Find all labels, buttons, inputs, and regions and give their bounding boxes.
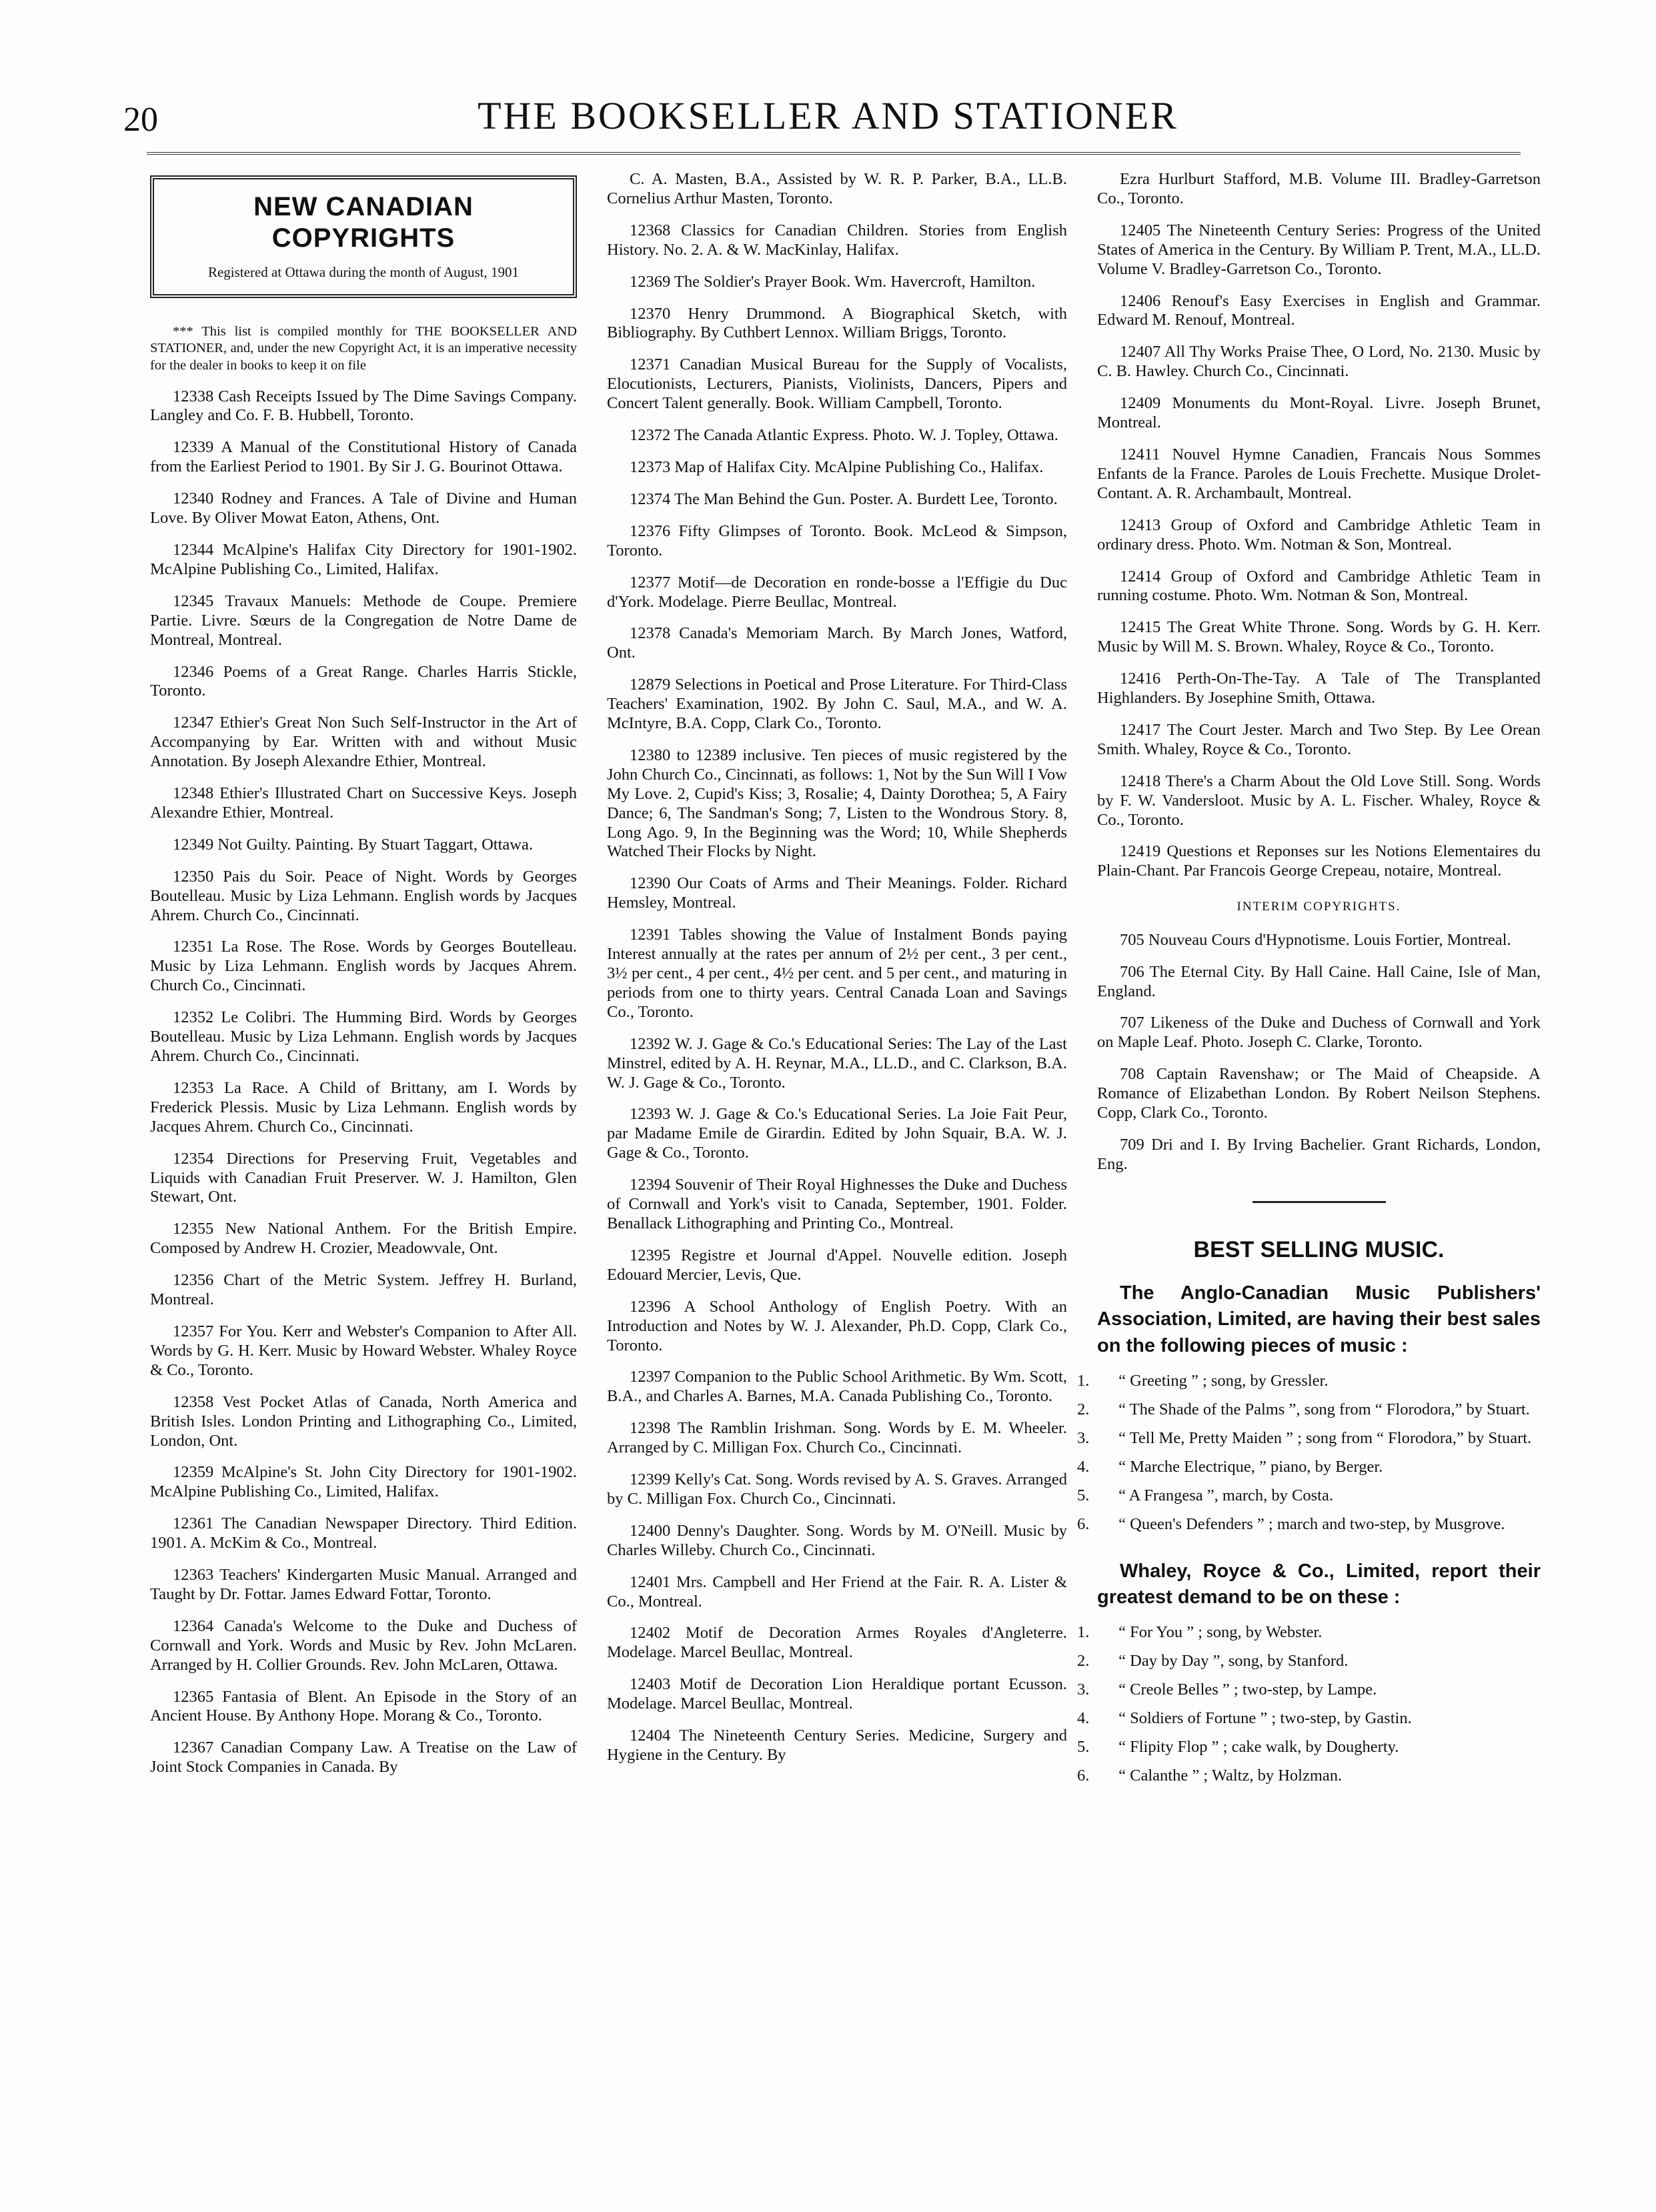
copyright-entry: 12367 Canadian Company Law. A Treatise on the Law of Joint Stock Companies in Canada. By [150, 1739, 577, 1777]
interim-heading: INTERIM COPYRIGHTS. [1236, 900, 1401, 914]
copyright-entry: 12414 Group of Oxford and Cambridge Athletic Team in running costume. Photo. Wm. Notman & Son, Montreal. [1097, 567, 1541, 605]
copyright-entry: 12356 Chart of the Metric System. Jeffrey H. Burland, Montreal. [150, 1271, 577, 1309]
copyright-entry: 12411 Nouvel Hymne Canadien, Francais Nous Sommes Enfants de la France. Paroles de Louis Frechette. Musique Drolet-Contant. A. R. Archambault, Montreal. [1097, 445, 1541, 502]
music-lead-1: The Anglo-Canadian Music Publishers' Association, Limited, are having their best sales on the following pieces of music : [1097, 1282, 1541, 1356]
copyright-entry: Ezra Hurlburt Stafford, M.B. Volume III. Bradley-Garretson Co., Toronto. [1097, 170, 1541, 207]
copyright-entry: 12405 The Nineteenth Century Series: Progress of the United States of America in the Century. By William P. Trent, M.A., LL.D. Volume V. Bradley-Garretson Co., Toronto. [1097, 221, 1541, 278]
copyright-entry: 12368 Classics for Canadian Children. Stories from English History. No. 2. A. & W. MacKinlay, Halifax. [607, 221, 1067, 259]
music-item-text: “ Tell Me, Pretty Maiden ” ; song from “ Florodora,” by Stuart. [1118, 1428, 1532, 1447]
box-subtitle: Registered at Ottawa during the month of August, 1901 [207, 264, 519, 281]
music-list-item [1077, 1681, 1541, 1700]
copyright-entry: 12365 Fantasia of Blent. An Episode in the Story of an Ancient House. By Anthony Hope. Morang & Co., Toronto. [150, 1687, 577, 1725]
copyright-entry: 12417 The Court Jester. March and Two Step. By Lee Orean Smith. Whaley, Royce & Co., Toronto. [1097, 720, 1541, 758]
music-item-number: 2. [1077, 1652, 1090, 1671]
music-list-item [1077, 1400, 1541, 1420]
copyright-entry: 12349 Not Guilty. Painting. By Stuart Taggart, Ottawa. [173, 835, 533, 854]
music-list-item [1077, 1372, 1541, 1391]
music-title: BEST SELLING MUSIC. [1193, 1236, 1445, 1262]
copyright-entry: 12372 The Canada Atlantic Express. Photo. W. J. Topley, Ottawa. [630, 426, 1058, 445]
copyright-entry: 12396 A School Anthology of English Poetry. With an Introduction and Notes by W. J. Alexander, Ph.D. Copp, Clark Co., Toronto. [607, 1297, 1067, 1354]
copyright-entry: 12409 Monuments du Mont-Royal. Livre. Joseph Brunet, Montreal. [1097, 394, 1541, 432]
copyright-entry: 12344 McAlpine's Halifax City Directory for 1901-1902. McAlpine Publishing Co., Limited, Halifax. [150, 540, 577, 578]
music-item-number: 5. [1077, 1486, 1090, 1504]
section-divider [1253, 1201, 1386, 1203]
music-item-number: 2. [1077, 1400, 1090, 1419]
music-lead-2: Whaley, Royce & Co., Limited, report their greatest demand to be on these : [1097, 1560, 1541, 1608]
music-item-text: “ Flipity Flop ” ; cake walk, by Dougherty. [1118, 1738, 1399, 1757]
music-item-number: 4. [1077, 1457, 1090, 1476]
music-list-item [1077, 1486, 1541, 1506]
music-item-text: “ Marche Electrique, ” piano, by Berger. [1118, 1457, 1383, 1476]
copyright-entry: 12400 Denny's Daughter. Song. Words by M. O'Neill. Music by Charles Willeby. Church Co., Cincinnati. [607, 1521, 1067, 1559]
box-title: NEW CANADIAN COPYRIGHTS [253, 192, 474, 253]
copyright-entry: 12402 Motif de Decoration Armes Royales d'Angleterre. Modelage. Marcel Beullac, Montreal. [607, 1624, 1067, 1662]
copyright-entry: 707 Likeness of the Duke and Duchess of Cornwall and York on Maple Leaf. Photo. Joseph C. Clarke, Toronto. [1097, 1014, 1541, 1052]
music-list-2 [1077, 1623, 1541, 1785]
copyright-entry: 12353 La Race. A Child of Brittany, am I. Words by Frederick Plessis. Music by Liza Lehmann. English words by Jacques Ahrem. Church Co., Cincinnati. [150, 1078, 577, 1136]
copyright-entry: 12393 W. J. Gage & Co.'s Educational Series. La Joie Fait Peur, par Madame Emile de Girardin. Edited by John Squair, B.A. W. J. Gage & Co., Toronto. [607, 1105, 1067, 1162]
copyright-entry: 12419 Questions et Reponses sur les Notions Elementaires du Plain-Chant. Par Francois George Crepeau, notaire, Montreal. [1097, 842, 1541, 880]
compilation-note: *** This list is compiled monthly for THE BOOKSELLER AND STATIONER, and, under the new Copyright Act, it is an imperative necessity for the dealer in books to keep it on file [150, 323, 577, 373]
copyright-entry: 12390 Our Coats of Arms and Their Meanings. Folder. Richard Hemsley, Montreal. [607, 874, 1067, 912]
copyright-entry: 12374 The Man Behind the Gun. Poster. A. Burdett Lee, Toronto. [630, 489, 1058, 508]
copyright-entry: 12416 Perth-On-The-Tay. A Tale of The Transplanted Highlanders. By Josephine Smith, Ottawa. [1097, 670, 1541, 708]
music-list-item [1077, 1709, 1541, 1729]
copyright-entry: 12352 Le Colibri. The Humming Bird. Words by Georges Boutelleau. Music by Liza Lehmann. English words by Jacques Ahrem. Church Co., Cincinnati. [150, 1008, 577, 1066]
music-list-item [1077, 1652, 1541, 1671]
music-item-text: “ Soldiers of Fortune ” ; two-step, by Gastin. [1118, 1709, 1412, 1728]
copyright-entry: 706 The Eternal City. By Hall Caine. Hall Caine, Isle of Man, England. [1097, 962, 1541, 1000]
music-item-number: 6. [1077, 1514, 1090, 1533]
music-item-text: “ Day by Day ”, song, by Stanford. [1118, 1652, 1349, 1671]
copyright-entry: 708 Captain Ravenshaw; or The Maid of Cheapside. A Romance of Elizabethan London. By Robert Neilson Stephens. Copp, Clark Co., Toronto. [1097, 1065, 1541, 1122]
copyright-entry: 12370 Henry Drummond. A Biographical Sketch, with Bibliography. By Cuthbert Lennox. William Briggs, Toronto. [607, 304, 1067, 342]
copyright-entry: 12351 La Rose. The Rose. Words by Georges Boutelleau. Music by Liza Lehmann. English words by Jacques Ahrem. Church Co., Cincinnati. [150, 938, 577, 995]
music-item-number: 3. [1077, 1681, 1090, 1699]
copyright-entry: 12404 The Nineteenth Century Series. Medicine, Surgery and Hygiene in the Century. By [607, 1727, 1067, 1764]
copyright-entry: 12359 McAlpine's St. John City Directory for 1901-1902. McAlpine Publishing Co., Limited, Halifax. [150, 1463, 577, 1501]
copyright-entry: 12348 Ethier's Illustrated Chart on Successive Keys. Joseph Alexandre Ethier, Montreal. [150, 784, 577, 822]
music-item-number: 6. [1077, 1767, 1090, 1785]
copyright-entry: 12377 Motif—de Decoration en ronde-bosse a l'Effigie du Duc d'York. Modelage. Pierre Beullac, Montreal. [607, 573, 1067, 611]
copyright-entry: 12394 Souvenir of Their Royal Highnesses the Duke and Duchess of Cornwall and York's visit to Canada, September, 1901. Folder. Benallack Lithographing and Printing Co., Montreal. [607, 1176, 1067, 1232]
copyright-entry: 12418 There's a Charm About the Old Love Still. Song. Words by F. W. Vandersloot. Music by A. L. Fischer. Whaley, Royce & Co., Toronto. [1097, 772, 1541, 829]
copyright-entry: 12339 A Manual of the Constitutional History of Canada from the Earliest Period to 1901. By Sir J. G. Bourinot Ottawa. [150, 438, 577, 476]
copyright-entry: 12378 Canada's Memoriam March. By March Jones, Watford, Ont. [607, 624, 1067, 662]
music-item-text: “ Queen's Defenders ” ; march and two-step, by Musgrove. [1118, 1514, 1505, 1533]
copyright-entry: 12415 The Great White Throne. Song. Words by G. H. Kerr. Music by Will M. S. Brown. Whaley, Royce & Co., Toronto. [1097, 618, 1541, 656]
music-list-item [1077, 1767, 1541, 1786]
copyright-entry: 12397 Companion to the Public School Arithmetic. By Wm. Scott, B.A., and Charles A. Barnes, M.A. Canada Publishing Co., Toronto. [607, 1368, 1067, 1406]
copyright-entry: 12879 Selections in Poetical and Prose Literature. For Third-Class Teachers' Examination, 1902. By John C. Saul, M.A., and W. A. McIntyre, B.A. Copp, Clark Co., Toronto. [607, 676, 1067, 733]
copyright-entry: 12376 Fifty Glimpses of Toronto. Book. McLeod & Simpson, Toronto. [607, 521, 1067, 560]
copyright-entry: 12391 Tables showing the Value of Instalment Bonds paying Interest annually at the rates per annum of 2½ per cent., 3 per cent., 3½ per cent., 4 per cent., 4½ per cent. and 5 per cent., and maturing in periods from one to thirty years. Central Canada Loan and Savings Co., Toronto. [607, 926, 1067, 1021]
music-list-1 [1077, 1372, 1541, 1534]
music-item-number: 5. [1077, 1738, 1090, 1757]
copyright-entry: 12407 All Thy Works Praise Thee, O Lord, No. 2130. Music by C. B. Hawley. Church Co., Cincinnati. [1097, 343, 1541, 381]
column-1 [150, 170, 577, 1790]
music-item-text: “ The Shade of the Palms ”, song from “ Florodora,” by Stuart. [1118, 1400, 1530, 1419]
header-rule [147, 152, 1521, 155]
music-item-number: 1. [1077, 1372, 1090, 1390]
copyright-entry: 12361 The Canadian Newspaper Directory. Third Edition. 1901. A. McKim & Co., Montreal. [150, 1514, 577, 1552]
music-list-item [1077, 1623, 1541, 1642]
page-number: 20 [123, 101, 158, 139]
copyright-entry: 12401 Mrs. Campbell and Her Friend at the Fair. R. A. Lister & Co., Montreal. [607, 1572, 1067, 1610]
music-list-item [1077, 1457, 1541, 1477]
copyright-entry: 12369 The Soldier's Prayer Book. Wm. Havercroft, Hamilton. [630, 272, 1036, 291]
copyright-entry: 12413 Group of Oxford and Cambridge Athletic Team in ordinary dress. Photo. Wm. Notman & Son, Montreal. [1097, 515, 1541, 554]
copyright-entry: 12371 Canadian Musical Bureau for the Supply of Vocalists, Elocutionists, Lecturers, Pianists, Violinists, Dancers, Pipers and Concert Talent generally. Book. William Campbell, Toronto. [607, 355, 1067, 413]
running-title: THE BOOKSELLER AND STATIONER [478, 94, 1178, 137]
music-item-number: 3. [1077, 1428, 1090, 1447]
music-item-number: 4. [1077, 1709, 1090, 1728]
copyright-entry: 12406 Renouf's Easy Exercises in English and Grammar. Edward M. Renouf, Montreal. [1097, 291, 1541, 329]
copyright-entry: 12398 The Ramblin Irishman. Song. Words by E. M. Wheeler. Arranged by C. Milligan Fox. Church Co., Cincinnati. [607, 1419, 1067, 1457]
music-item-text: “ Creole Belles ” ; two-step, by Lampe. [1118, 1681, 1377, 1699]
music-item-text: “ Greeting ” ; song, by Gressler. [1118, 1372, 1329, 1390]
copyright-entry: 12373 Map of Halifax City. McAlpine Publishing Co., Halifax. [630, 457, 1044, 476]
copyright-entry: 12345 Travaux Manuels: Methode de Coupe. Premiere Partie. Livre. Sœurs de la Congregation de Notre Dame de Montreal, Montreal. [150, 592, 577, 649]
copyright-entry: 12338 Cash Receipts Issued by The Dime Savings Company. Langley and Co. F. B. Hubbell, Toronto. [150, 387, 577, 425]
copyright-entry: 12355 New National Anthem. For the British Empire. Composed by Andrew H. Crozier, Meadowvale, Ont. [150, 1220, 577, 1258]
copyright-entry: 12350 Pais du Soir. Peace of Night. Words by Georges Boutelleau. Music by Liza Lehmann. English words by Jacques Ahrem. Church Co., Cincinnati. [150, 867, 577, 924]
music-item-text: “ For You ” ; song, by Webster. [1118, 1623, 1323, 1642]
column-3 [1077, 170, 1541, 1810]
music-item-number: 1. [1077, 1623, 1090, 1642]
copyright-entry: 12395 Registre et Journal d'Appel. Nouvelle edition. Joseph Edouard Mercier, Levis, Que. [607, 1246, 1067, 1284]
copyright-entry: 12358 Vest Pocket Atlas of Canada, North America and British Isles. London Printing and Lithographing Co., Limited, London, Ont. [150, 1392, 577, 1450]
copyright-entry: 12380 to 12389 inclusive. Ten pieces of music registered by the John Church Co., Cincinnati, as follows: 1, Not by the Sun Will I Vow My Love. 2, Cupid's Kiss; 3, Rosalie; 4, Dainty Dorothea; 5, A Fairy Dance; 6, The Sandman's Song; 7, Listen to the Wondrous Story. 8, Long Ago. 9, In the Beginning was the Word; 10, While Shepherds Watched Their Flocks by Night. [607, 746, 1067, 861]
copyright-entry: 12354 Directions for Preserving Fruit, Vegetables and Liquids with Canadian Fruit Preserver. W. J. Hamilton, Glen Stewart, Ont. [150, 1149, 577, 1206]
music-list-item [1077, 1428, 1541, 1448]
copyright-entry: 12347 Ethier's Great Non Such Self-Instructor in the Art of Accompanying by Ear. Written with and without Music Annotation. By Joseph Alexandre Ethier, Montreal. [150, 714, 577, 771]
copyright-entry: 709 Dri and I. By Irving Bachelier. Grant Richards, London, Eng. [1097, 1135, 1541, 1173]
music-item-text: “ A Frangesa ”, march, by Costa. [1118, 1486, 1333, 1504]
copyright-entry: 12392 W. J. Gage & Co.'s Educational Series: The Lay of the Last Minstrel, edited by A. H. Reynar, M.A., LL.D., and C. Clarkson, B.A. W. J. Gage & Co., Toronto. [607, 1034, 1067, 1092]
copyright-entry: 12340 Rodney and Frances. A Tale of Divine and Human Love. By Oliver Mowat Eaton, Athens, Ont. [150, 489, 577, 527]
copyright-entry: 12403 Motif de Decoration Lion Heraldique portant Ecusson. Modelage. Marcel Beullac, Montreal. [607, 1675, 1067, 1713]
copyright-entry: 12363 Teachers' Kindergarten Music Manual. Arranged and Taught by Dr. Fottar. James Edward Fottar, Toronto. [150, 1566, 577, 1603]
copyright-entry: 12357 For You. Kerr and Webster's Companion to After All. Words by G. H. Kerr. Music by Howard Webster. Whaley Royce & Co., Toronto. [150, 1322, 577, 1379]
copyrights-box [150, 175, 577, 298]
music-item-text: “ Calanthe ” ; Waltz, by Holzman. [1118, 1767, 1343, 1785]
copyright-entry: 12346 Poems of a Great Range. Charles Harris Stickle, Toronto. [150, 662, 577, 700]
music-list-item [1077, 1514, 1541, 1534]
copyright-entry: 705 Nouveau Cours d'Hypnotisme. Louis Fortier, Montreal. [1120, 930, 1511, 949]
column-2 [607, 170, 1067, 1778]
music-list-item [1077, 1738, 1541, 1757]
copyright-entry: C. A. Masten, B.A., Assisted by W. R. P. Parker, B.A., LL.B. Cornelius Arthur Masten, Toronto. [607, 170, 1067, 207]
copyright-entry: 12364 Canada's Welcome to the Duke and Duchess of Cornwall and York. Words and Music by Rev. John McLaren. Arranged by H. Collier Grounds. Rev. John McLaren, Ottawa. [150, 1616, 577, 1674]
copyright-entry: 12399 Kelly's Cat. Song. Words revised by A. S. Graves. Arranged by C. Milligan Fox. Church Co., Cincinnati. [607, 1470, 1067, 1508]
